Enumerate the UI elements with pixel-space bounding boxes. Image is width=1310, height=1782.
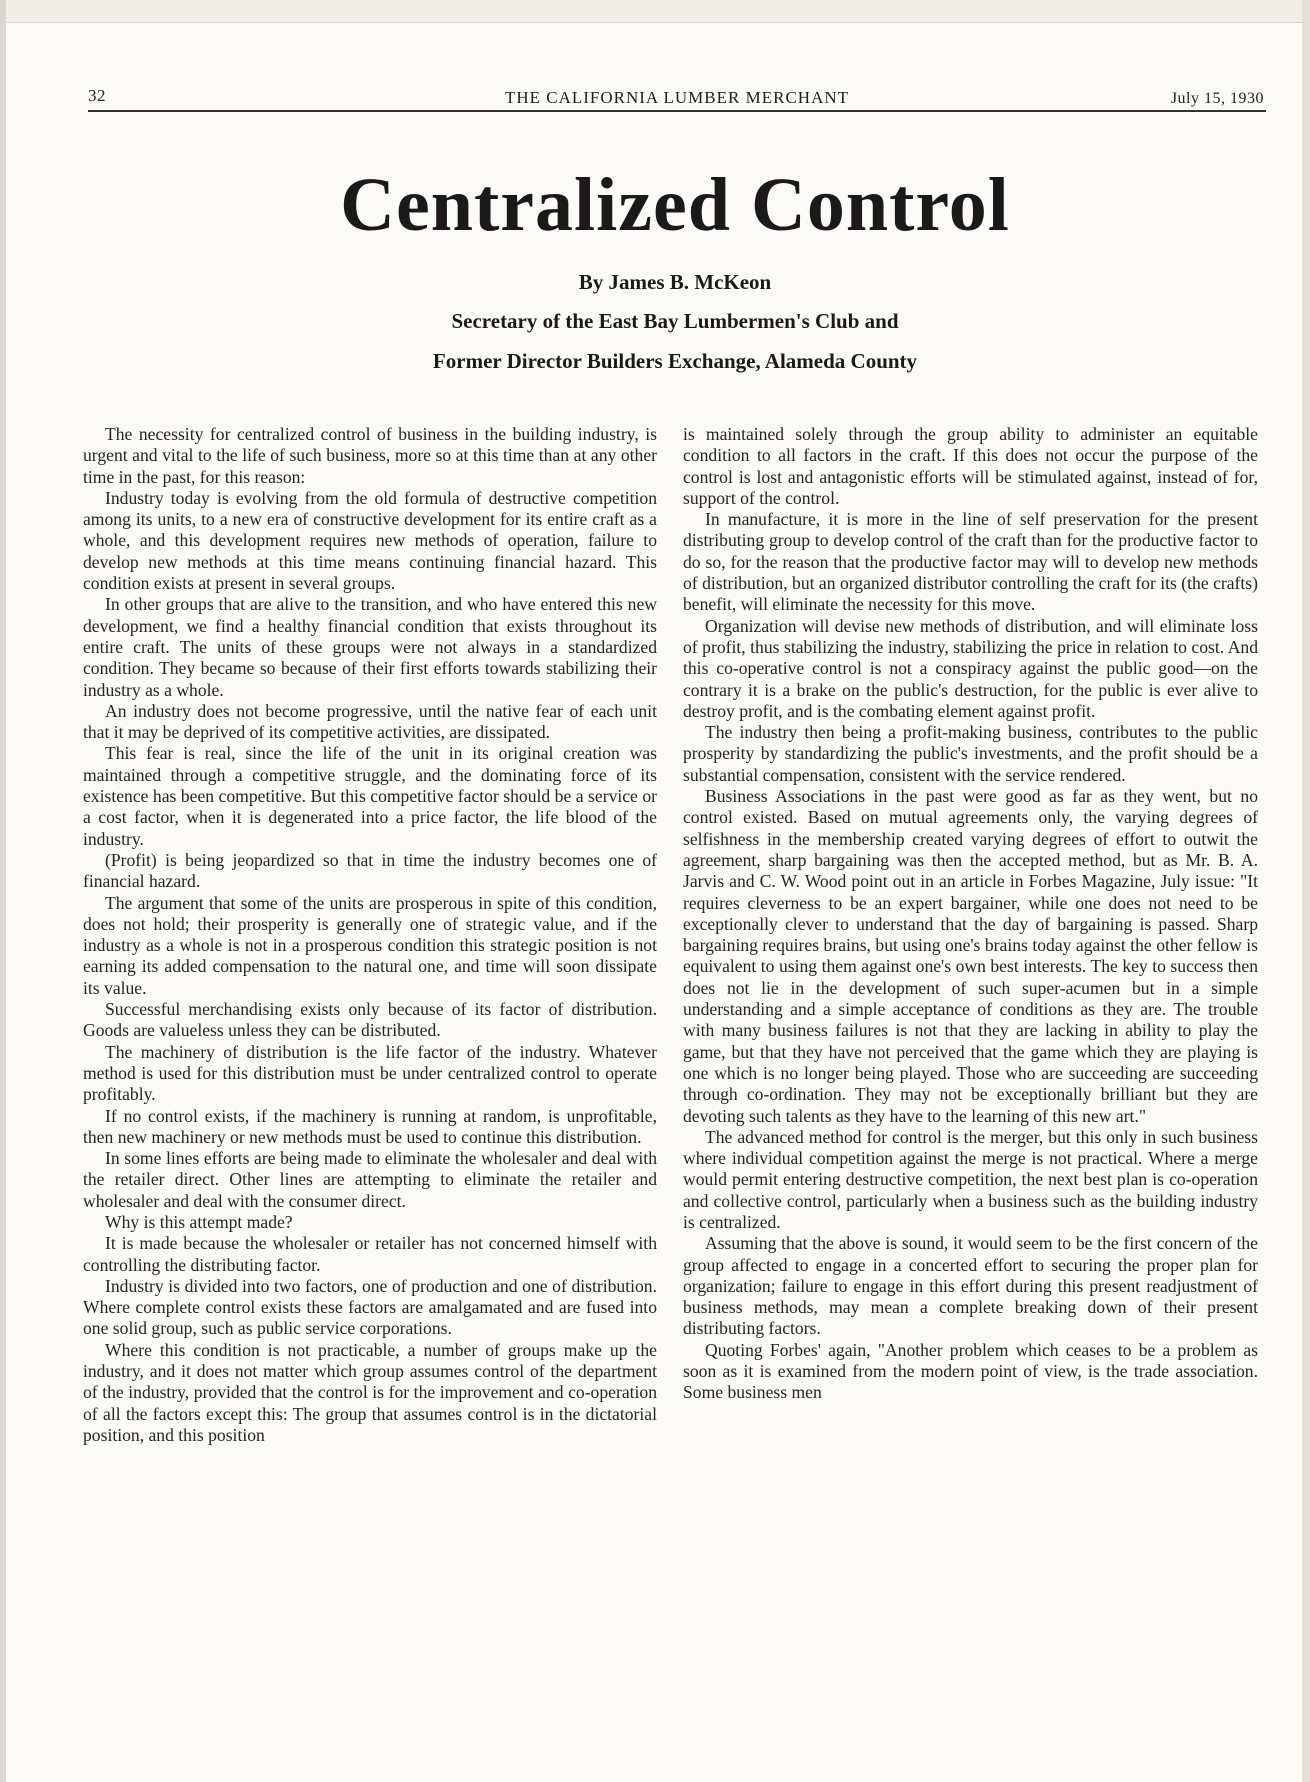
page-top-edge — [0, 0, 1310, 23]
author-affiliation-line-2: Former Director Builders Exchange, Alameda County — [432, 349, 918, 373]
paragraph: An industry does not become progressive, until the native fear of each unit that it may be deprived of its competitive activities, are dissipated. — [83, 700, 657, 743]
paragraph: The advanced method for control is the merger, but this only in such business where individual competition against the merge is not practical. Where a merge would permit entering destructive competition, the next best plan is co-operation and collective control, particularly when a business such as the building industry is centralized. — [683, 1126, 1258, 1232]
paragraph: Business Associations in the past were good as far as they went, but no control existed. Based on mutual agreements only, the varying degrees of selfishness in the membership created varying degrees of effort to outwit the agreement, sharp bargaining was then the accepted method, but as Mr. B. A. Jarvis and C. W. Wood point out in an article in Forbes Magazine, July issue: "It requires cleverness to be an expert bargainer, while one does not need to be exceptionally clever to understand that the day of bargaining is passed. Sharp bargaining requires brains, but using one's brains today against the other fellow is equivalent to using them against one's own best interests. The key to success then does not lie in the development of such super-acumen but in a simple understanding and a simple acceptance of conditions as they are. The trouble with many business failures is not that they are lacking in ability to play the game, but that they have not perceived that the game which they are playing is one which is no longer being played. Those who are succeeding are succeeding through co-ordination. They may not be exceptionally brilliant but they are devoting such talents as they have to the learning of this new art." — [683, 786, 1258, 1126]
paragraph: In other groups that are alive to the transition, and who have entered this new development, we find a healthy financial condition that exists throughout its entire craft. The units of these groups were not always in a standardized condition. They became so because of their first efforts towards stabilizing their industry as a whole. — [83, 594, 657, 700]
right-column — [683, 424, 1258, 1724]
page-right-edge — [1302, 0, 1310, 1782]
paragraph: Why is this attempt made? — [105, 1211, 293, 1232]
paragraph: Industry today is evolving from the old formula of destructive competition among its units, to a new era of constructive development for its entire craft as a whole, and this development requires new methods of operation, failure to develop new methods at this time means continuing financial hazard. This condition exists at present in several groups. — [83, 487, 657, 594]
paragraph: Successful merchandising exists only because of its factor of distribution. Goods are valueless unless they can be distributed. — [83, 999, 657, 1041]
paragraph: Organization will devise new methods of distribution, and will eliminate loss of profit, thus stabilizing the industry, stabilizing the price in relation to cost. And this co-operative control is not a conspiracy against the public good—on the contrary it is a brake on the public's destruction, for the public is ever alive to destroy profit, and is the combating element against profit. — [683, 615, 1258, 721]
paragraph: The argument that some of the units are prosperous in spite of this condition, does not hold; their prosperity is generally one of strategic value, and if the industry as a whole is not in a prosperous condition this strategic position is not earning its added compensation to the natural one, and time will soon dissipate its value. — [83, 892, 657, 998]
author-affiliation-line-1: Secretary of the East Bay Lumbermen's Club and — [451, 309, 899, 333]
publication-name: THE CALIFORNIA LUMBER MERCHANT — [504, 88, 850, 107]
article-byline: By James B. McKeon — [578, 270, 772, 294]
paragraph: The machinery of distribution is the life factor of the industry. Whatever method is used for this distribution must be under centralized control to operate profitably. — [83, 1041, 657, 1105]
paragraph: is maintained solely through the group ability to administer an equitable condition to all factors in the craft. If this does not occur the purpose of the control is lost and antagonistic efforts will be stimulated against, instead of for, support of the control. — [683, 424, 1258, 508]
paragraph: It is made because the wholesaler or retailer has not concerned himself with controlling the distributing factor. — [83, 1233, 657, 1275]
paragraph: In some lines efforts are being made to eliminate the wholesaler and deal with the retailer direct. Other lines are attempting to eliminate the retailer and wholesaler and deal with the consumer direct. — [83, 1148, 657, 1211]
paragraph: The industry then being a profit-making business, contributes to the public prosperity by standardizing the public's investments, and the profit should be a substantial compensation, consistent with the service rendered. — [683, 722, 1258, 785]
paragraph: (Profit) is being jeopardized so that in time the industry becomes one of financial hazard. — [83, 849, 657, 892]
paragraph: This fear is real, since the life of the unit in its original creation was maintained through a competitive struggle, and the dominating force of its existence has been competitive. But this competitive factor should be a service or a cost factor, when it is degenerated into a price factor, the life blood of the industry. — [83, 743, 657, 849]
paragraph: Assuming that the above is sound, it would seem to be the first concern of the group affected to engage in a concerted effort to securing the proper plan for organization; failure to engage in this effort during this present readjustment of business methods, may mean a complete breaking down of their present distributing factors. — [683, 1233, 1258, 1339]
paragraph: The necessity for centralized control of business in the building industry, is urgent and vital to the life of such business, more so at this time than at any other time in the past, for this reason: — [83, 424, 657, 487]
paragraph: In manufacture, it is more in the line of self preservation for the present distributing group to develop control of the craft than for the productive factor to do so, for the reason that the productive factor may will to develop new methods of distribution, but an organized distributor controlling the craft for its (the crafts) benefit, will eliminate the necessity for this move. — [683, 509, 1258, 615]
left-column — [83, 424, 657, 1724]
paragraph: Where this condition is not practicable, a number of groups make up the industry, and it does not matter which group assumes control of the department of the industry, provided that the control is for the improvement and co-operation of all the factors except this: The group that assumes control is in the dictatorial position, and this position — [83, 1339, 657, 1445]
page-number: 32 — [88, 86, 106, 105]
article-title: Centralized Control — [340, 163, 1010, 247]
paragraph: Industry is divided into two factors, one of production and one of distribution. Where complete control exists these factors are amalgamated and are fused into one solid group, such as public service corporations. — [83, 1275, 657, 1339]
running-header — [88, 84, 1266, 112]
page-left-edge — [0, 0, 6, 1782]
issue-date: July 15, 1930 — [1170, 90, 1264, 107]
paragraph: Quoting Forbes' again, "Another problem which ceases to be a problem as soon as it is examined from the modern point of view, is the trade association. Some business men — [683, 1339, 1258, 1403]
paragraph: If no control exists, if the machinery is running at random, is unprofitable, then new machinery or new methods must be used to continue this distribution. — [83, 1105, 657, 1147]
